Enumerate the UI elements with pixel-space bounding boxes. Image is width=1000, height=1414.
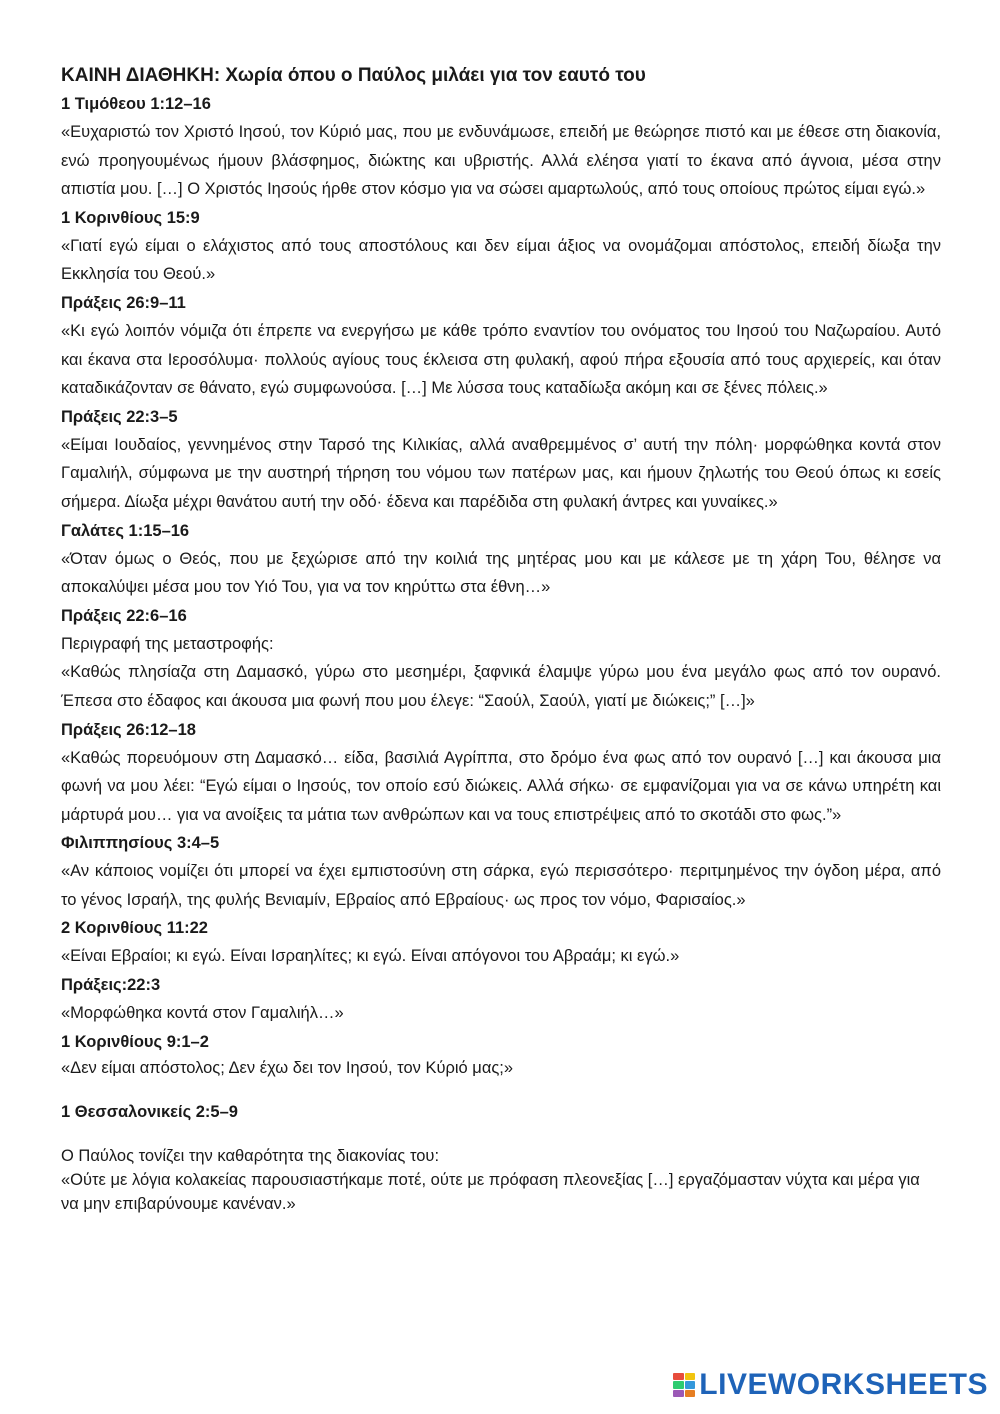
- passage: [61, 1098, 941, 1216]
- worksheet-page: [61, 62, 941, 1216]
- passage-reference: Πράξεις:22:3: [61, 976, 161, 995]
- passage-text: «Καθώς πορευόμουν στη Δαμασκό… είδα, βασιλιά Αγρίππα, στο δρόμο ένα φως από τον ουρανό […] και άκουσα μια φωνή να μου λέει: “Εγώ είμαι ο Ιησούς, τον οποίο εσύ διώκεις. Αλλά σήκω· σε εμφανίζομαι για να σε κάνω υπηρέτη και μάρτυρά μου… για να ανοίξεις τα μάτια των ανθρώπων και να τους επιστρέψεις από το σκοτάδι στο φως.”»: [61, 748, 941, 824]
- page-title: ΚΑΙΝΗ ΔΙΑΘΗΚΗ: Χωρία όπου ο Παύλος μιλάει για τον εαυτό του: [61, 65, 646, 86]
- passage-text: «Δεν είμαι απόστολος; Δεν έχω δει τον Ιησού, τον Κύριό μας;»: [61, 1058, 514, 1077]
- passage-text: «Καθώς πλησίαζα στη Δαμασκό, γύρω στο μεσημέρι, ξαφνικά έλαμψε γύρω μου ένα μεγάλο φως από τον ουρανό. Έπεσα στο έδαφος και άκουσα μια φωνή που μου έλεγε: “Σαούλ, Σαούλ, γιατί με διώκεις;” […]»: [61, 663, 941, 710]
- passage: [61, 403, 941, 517]
- passage: [61, 517, 941, 602]
- passage-text: «Είναι Εβραίοι; κι εγώ. Είναι Ισραηλίτες; κι εγώ. Είναι απόγονοι του Αβραάμ; κι εγώ.»: [61, 947, 680, 966]
- passage: [61, 914, 941, 971]
- spacer: [61, 1080, 941, 1098]
- liveworksheets-logo[interactable]: [673, 1368, 988, 1402]
- passage-text: «Όταν όμως ο Θεός, που με ξεχώρισε από την κοιλιά της μητέρας μου και με κάλεσε με τη χάρη Του, θέλησε να αποκαλύψει μέσα μου τον Υιό Του, για να τον κηρύττω στα έθνη…»: [61, 549, 941, 597]
- passage: [61, 1028, 941, 1080]
- passage-reference: 2 Κορινθίους 11:22: [61, 919, 208, 938]
- passage-reference: Πράξεις 26:12–18: [61, 720, 196, 739]
- passage-text: «Ούτε με λόγια κολακείας παρουσιαστήκαμε ποτέ, ούτε με πρόφαση πλεονεξίας […] εργαζόμασταν νύχτα και μέρα για να μην επιβαρύνουμε κανέναν.»: [61, 1170, 920, 1213]
- passage-intro: Ο Παύλος τονίζει την καθαρότητα της διακονίας του:: [61, 1146, 440, 1165]
- passage: [61, 602, 941, 716]
- passage: [61, 289, 941, 403]
- passage-text: «Κι εγώ λοιπόν νόμιζα ότι έπρεπε να ενεργήσω με κάθε τρόπο εναντίον του ονόματος του Ιησού του Ναζωραίου. Αυτό και έκανα στα Ιεροσόλυμα· πολλούς αγίους τους έκλεισα στη φυλακή, αφού πήρα εξουσία από τους αρχιερείς, και όταν καταδικάζονταν σε θάνατο, εγώ συμφωνούσα. […] Με λύσσα τους καταδίωξα ακόμη και σε ξένες πόλεις.»: [61, 321, 941, 398]
- passage-reference: Πράξεις 22:6–16: [61, 606, 187, 625]
- passage-reference: Φιλιππησίους 3:4–5: [61, 834, 220, 853]
- passage: [61, 204, 941, 289]
- passage: [61, 971, 941, 1028]
- passage-reference: 1 Τιμόθεου 1:12–16: [61, 95, 211, 113]
- passage-text: «Γιατί εγώ είμαι ο ελάχιστος από τους αποστόλους και δεν είμαι άξιος να ονομάζομαι απόστολος, επειδή δίωξα την Εκκλησία του Θεού.»: [61, 236, 941, 284]
- passage-reference: 1 Θεσσαλονικείς 2:5–9: [61, 1102, 238, 1121]
- passage-text: «Είμαι Ιουδαίος, γεννημένος στην Ταρσό της Κιλικίας, αλλά αναθρεμμένος σ’ αυτή την πόλη· μορφώθηκα κοντά στον Γαμαλιήλ, σύμφωνα με την αυστηρή τήρηση του νόμου των πατέρων μας, και ήμουν ζηλωτής του Θεού όπως κι εσείς σήμερα. Δίωξα μέχρι θανάτου αυτή την οδό· έδενα και παρέδιδα στη φυλακή άντρες και γυναίκες.»: [61, 435, 941, 511]
- logo-text: LIVEWORKSHEETS: [699, 1368, 988, 1401]
- passage-reference: Πράξεις 22:3–5: [61, 407, 178, 426]
- passage-reference: Γαλάτες 1:15–16: [61, 521, 190, 540]
- passage: [61, 829, 941, 914]
- passage-text: «Αν κάποιος νομίζει ότι μπορεί να έχει εμπιστοσύνη στη σάρκα, εγώ περισσότερο· περιτμημένος την όγδοη μέρα, από το γένος Ισραήλ, της φυλής Βενιαμίν, Εβραίος από Εβραίους· ως προς τον νόμο, Φαρισαίος.»: [61, 862, 941, 909]
- passage-reference: 1 Κορινθίους 9:1–2: [61, 1032, 209, 1051]
- passage: [61, 90, 941, 204]
- passage-intro: Περιγραφή της μεταστροφής:: [61, 634, 274, 653]
- logo-mark-icon: [673, 1373, 695, 1397]
- spacer: [61, 1126, 941, 1144]
- passage: [61, 716, 941, 830]
- passage-text: «Μορφώθηκα κοντά στον Γαμαλιήλ…»: [61, 1004, 344, 1023]
- passage-text: «Ευχαριστώ τον Χριστό Ιησού, τον Κύριό μας, που με ενδυνάμωσε, επειδή με θεώρησε πιστό και με έθεσε στη διακονία, ενώ προηγουμένως ήμουν βλάσφημος, διώκτης και υβριστής. Αλλά ελέησα γιατί το έκανα από άγνοια, μέσα στην απιστία μου. […] Ο Χριστός Ιησούς ήρθε στον κόσμο για να σώσει αμαρτωλούς, από τους οποίους πρώτος είμαι εγώ.»: [61, 123, 941, 199]
- passage-reference: 1 Κορινθίους 15:9: [61, 208, 200, 227]
- passage-reference: Πράξεις 26:9–11: [61, 293, 186, 312]
